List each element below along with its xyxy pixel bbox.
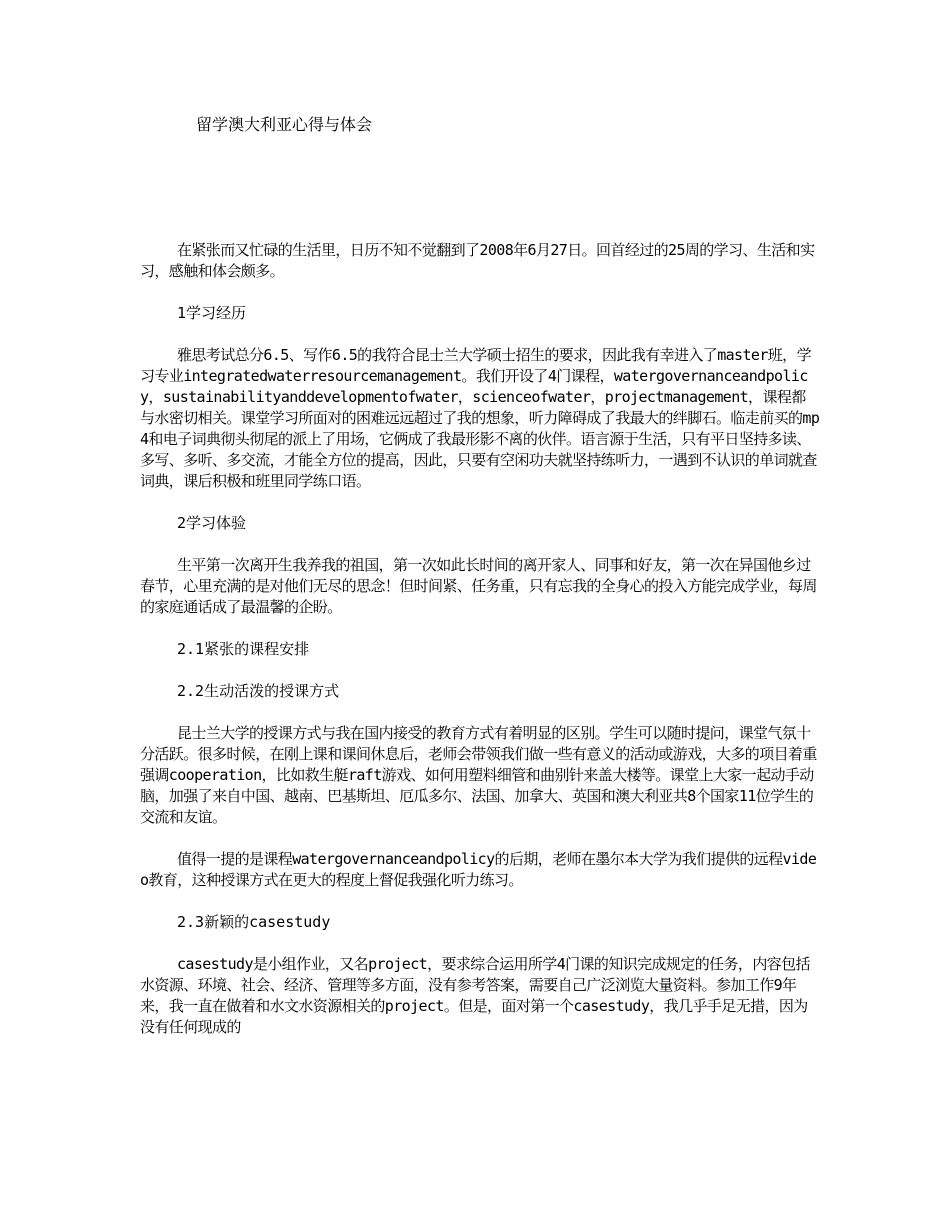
teaching-style-paragraph: 昆士兰大学的授课方式与我在国内接受的教育方式有着明显的区别。学生可以随时提问，课堂气氛十分活跃。很多时候，在刚上课和课间休息后，老师会带领我们做一些有意义的活动或游戏，大多的项目着重强调cooperation，比如救生艇raft游戏、如何用塑料细管和曲别针来盖大楼等。课堂上大家一起动手动脑，加强了来自中国、越南、巴基斯坦、厄瓜多尔、法国、加拿大、英国和澳大利亚共8个国家11位学生的交流和友谊。 bbox=[140, 724, 817, 826]
study-experience-paragraph: 生平第一次离开生我养我的祖国，第一次如此长时间的离开家人、同事和好友，第一次在异国他乡过春节，心里充满的是对他们无尽的思念！但时间紧、任务重，只有忘我的全身心的投入方能完成学业，每周的家庭通话成了最温馨的企盼。 bbox=[140, 556, 817, 616]
subsection-heading-teaching-style: 2.2生动活泼的授课方式 bbox=[177, 682, 340, 700]
subsection-heading-course-schedule: 2.1紧张的课程安排 bbox=[177, 640, 310, 658]
document-body bbox=[140, 240, 820, 1059]
learning-experience-paragraph: 雅思考试总分6.5、写作6.5的我符合昆士兰大学硕士招生的要求，因此我有幸进入了master班，学习专业integratedwaterresourcemanagement。我们开设了4门课程，watergovernanceandpolicy，sustainabilityanddevelopmentofwater，scienceofwater，projectmanagement，课程都与水密切相关。课堂学习所面对的困难远远超过了我的想象，听力障碍成了我最大的绊脚石。临走前买的mp4和电子词典彻头彻尾的派上了用场，它俩成了我最形影不离的伙伴。语言源于生活，只有平日坚持多读、多写、多听、多交流，才能全方位的提高，因此，只要有空闲功夫就坚持练听力，一遇到不认识的单词就查词典，课后积极和班里同学练口语。 bbox=[140, 346, 820, 490]
section-heading-study-experience: 2学习体验 bbox=[177, 514, 247, 532]
section-heading-learning-experience: 1学习经历 bbox=[177, 304, 247, 322]
intro-paragraph: 在紧张而又忙碌的生活里，日历不知不觉翻到了2008年6月27日。回首经过的25周的学习、生活和实习，感触和体会颇多。 bbox=[140, 241, 815, 280]
subsection-heading-case-study: 2.3新颖的casestudy bbox=[177, 913, 331, 931]
document-title: 留学澳大利亚心得与体会 bbox=[196, 115, 373, 134]
remote-video-paragraph: 值得一提的是课程watergovernanceandpolicy的后期，老师在墨尔本大学为我们提供的远程video教育，这种授课方式在更大的程度上督促我强化听力练习。 bbox=[140, 850, 817, 889]
case-study-paragraph: casestudy是小组作业，又名project，要求综合运用所学4门课的知识完成规定的任务，内容包括水资源、环境、社会、经济、管理等多方面，没有参考答案，需要自己广泛浏览大量资料。参加工作9年来，我一直在做着和水文水资源相关的project。但是，面对第一个casestudy，我几乎手足无措，因为没有任何现成的 bbox=[140, 955, 810, 1036]
